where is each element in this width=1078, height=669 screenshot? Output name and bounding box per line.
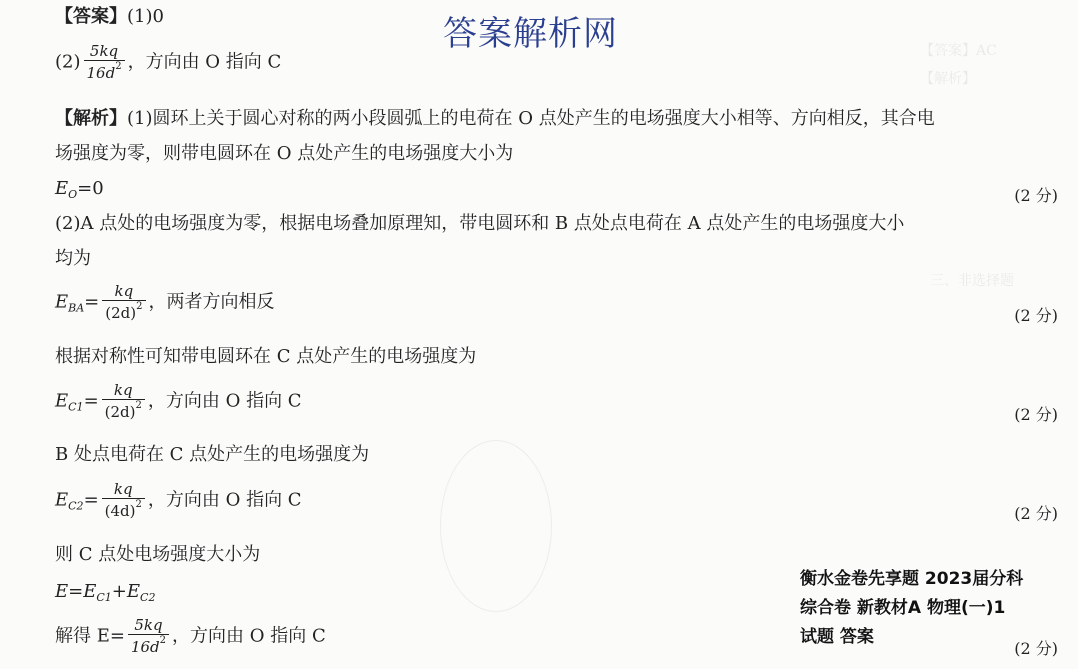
- fraction: $\frac{kq}{(2d)^2}$: [102, 284, 145, 321]
- score-label: (2 分): [1014, 639, 1058, 658]
- equation-ec1: $E_{C1}=$ $\frac{kq}{(2d)^2}$ ，方向由 O 指向 C: [55, 381, 302, 421]
- bleed-through-text: 【答案】AC: [920, 43, 997, 59]
- fraction: $\frac{kq}{(4d)^2}$: [102, 482, 145, 519]
- caption-line3: 试题 答案: [800, 627, 874, 647]
- answer-label: 【答案】: [55, 6, 127, 27]
- score-label: (2 分): [1014, 405, 1058, 424]
- answer-part2-prefix: (2): [55, 51, 81, 73]
- fraction-numerator: 5kq: [84, 44, 125, 61]
- equation-eba: $E_{BA}=$ $\frac{kq}{(2d)^2}$ ，两者方向相反: [55, 282, 275, 322]
- site-watermark: 答案解析网: [443, 14, 618, 54]
- analysis-line6: B 处点电荷在 C 点处产生的电场强度为: [55, 444, 370, 465]
- analysis-line4: 均为: [55, 248, 91, 269]
- answer-part1: (1)0: [127, 6, 164, 27]
- analysis-line5: 根据对称性可知带电圆环在 C 点处产生的电场强度为: [55, 346, 477, 367]
- answer-part2-row: [55, 44, 281, 81]
- fraction-denominator: $16d^2$: [86, 61, 122, 82]
- caption-line1: 衡水金卷先享题 2023届分科: [800, 569, 1024, 589]
- fraction: $\frac{kq}{(2d)^2}$: [102, 383, 145, 420]
- caption-line2: 综合卷 新教材A 物理(一)1: [800, 598, 1006, 618]
- equation-result: 解得 E= $\frac{5kq}{16d^2}$ ，方向由 O 指向 C: [55, 616, 326, 656]
- analysis-line1: [55, 110, 935, 128]
- answer-fraction: [84, 44, 125, 81]
- equation-sum: $E=E_{C1}+E_{C2}$: [55, 581, 156, 604]
- equation-eo: $E_O=0$: [55, 178, 104, 201]
- analysis-line7: 则 C 点处电场强度大小为: [55, 544, 261, 565]
- answer-part1-row: [55, 8, 164, 26]
- analysis-label: 【解析】: [55, 108, 127, 129]
- score-label: (2 分): [1014, 306, 1058, 325]
- analysis-line2: 场强度为零，则带电圆环在 O 点处产生的电场强度大小为: [55, 143, 514, 164]
- analysis-text: (1)圆环上关于圆心对称的两小段圆弧上的电荷在 O 点处产生的电场强度大小相等、方向相反，其合电: [127, 108, 935, 129]
- score-label: (2 分): [1014, 504, 1058, 523]
- source-caption: [800, 565, 1078, 652]
- analysis-line3: (2)A 点处的电场强度为零，根据电场叠加原理知，带电圆环和 B 点处点电荷在 A 点处产生的电场强度大小: [55, 213, 905, 234]
- fraction: $\frac{5kq}{16d^2}$: [128, 618, 169, 655]
- bleed-through-text: 三、非选择题: [930, 273, 1014, 289]
- equation-ec2: $E_{C2}=$ $\frac{kq}{(4d)^2}$ ，方向由 O 指向 C: [55, 480, 302, 520]
- score-label: (2 分): [1014, 186, 1058, 205]
- bleed-through-figure: [440, 440, 552, 612]
- bleed-through-text: 【解析】: [920, 71, 976, 87]
- answer-part2-suffix: ，方向由 O 指向 C: [127, 51, 282, 73]
